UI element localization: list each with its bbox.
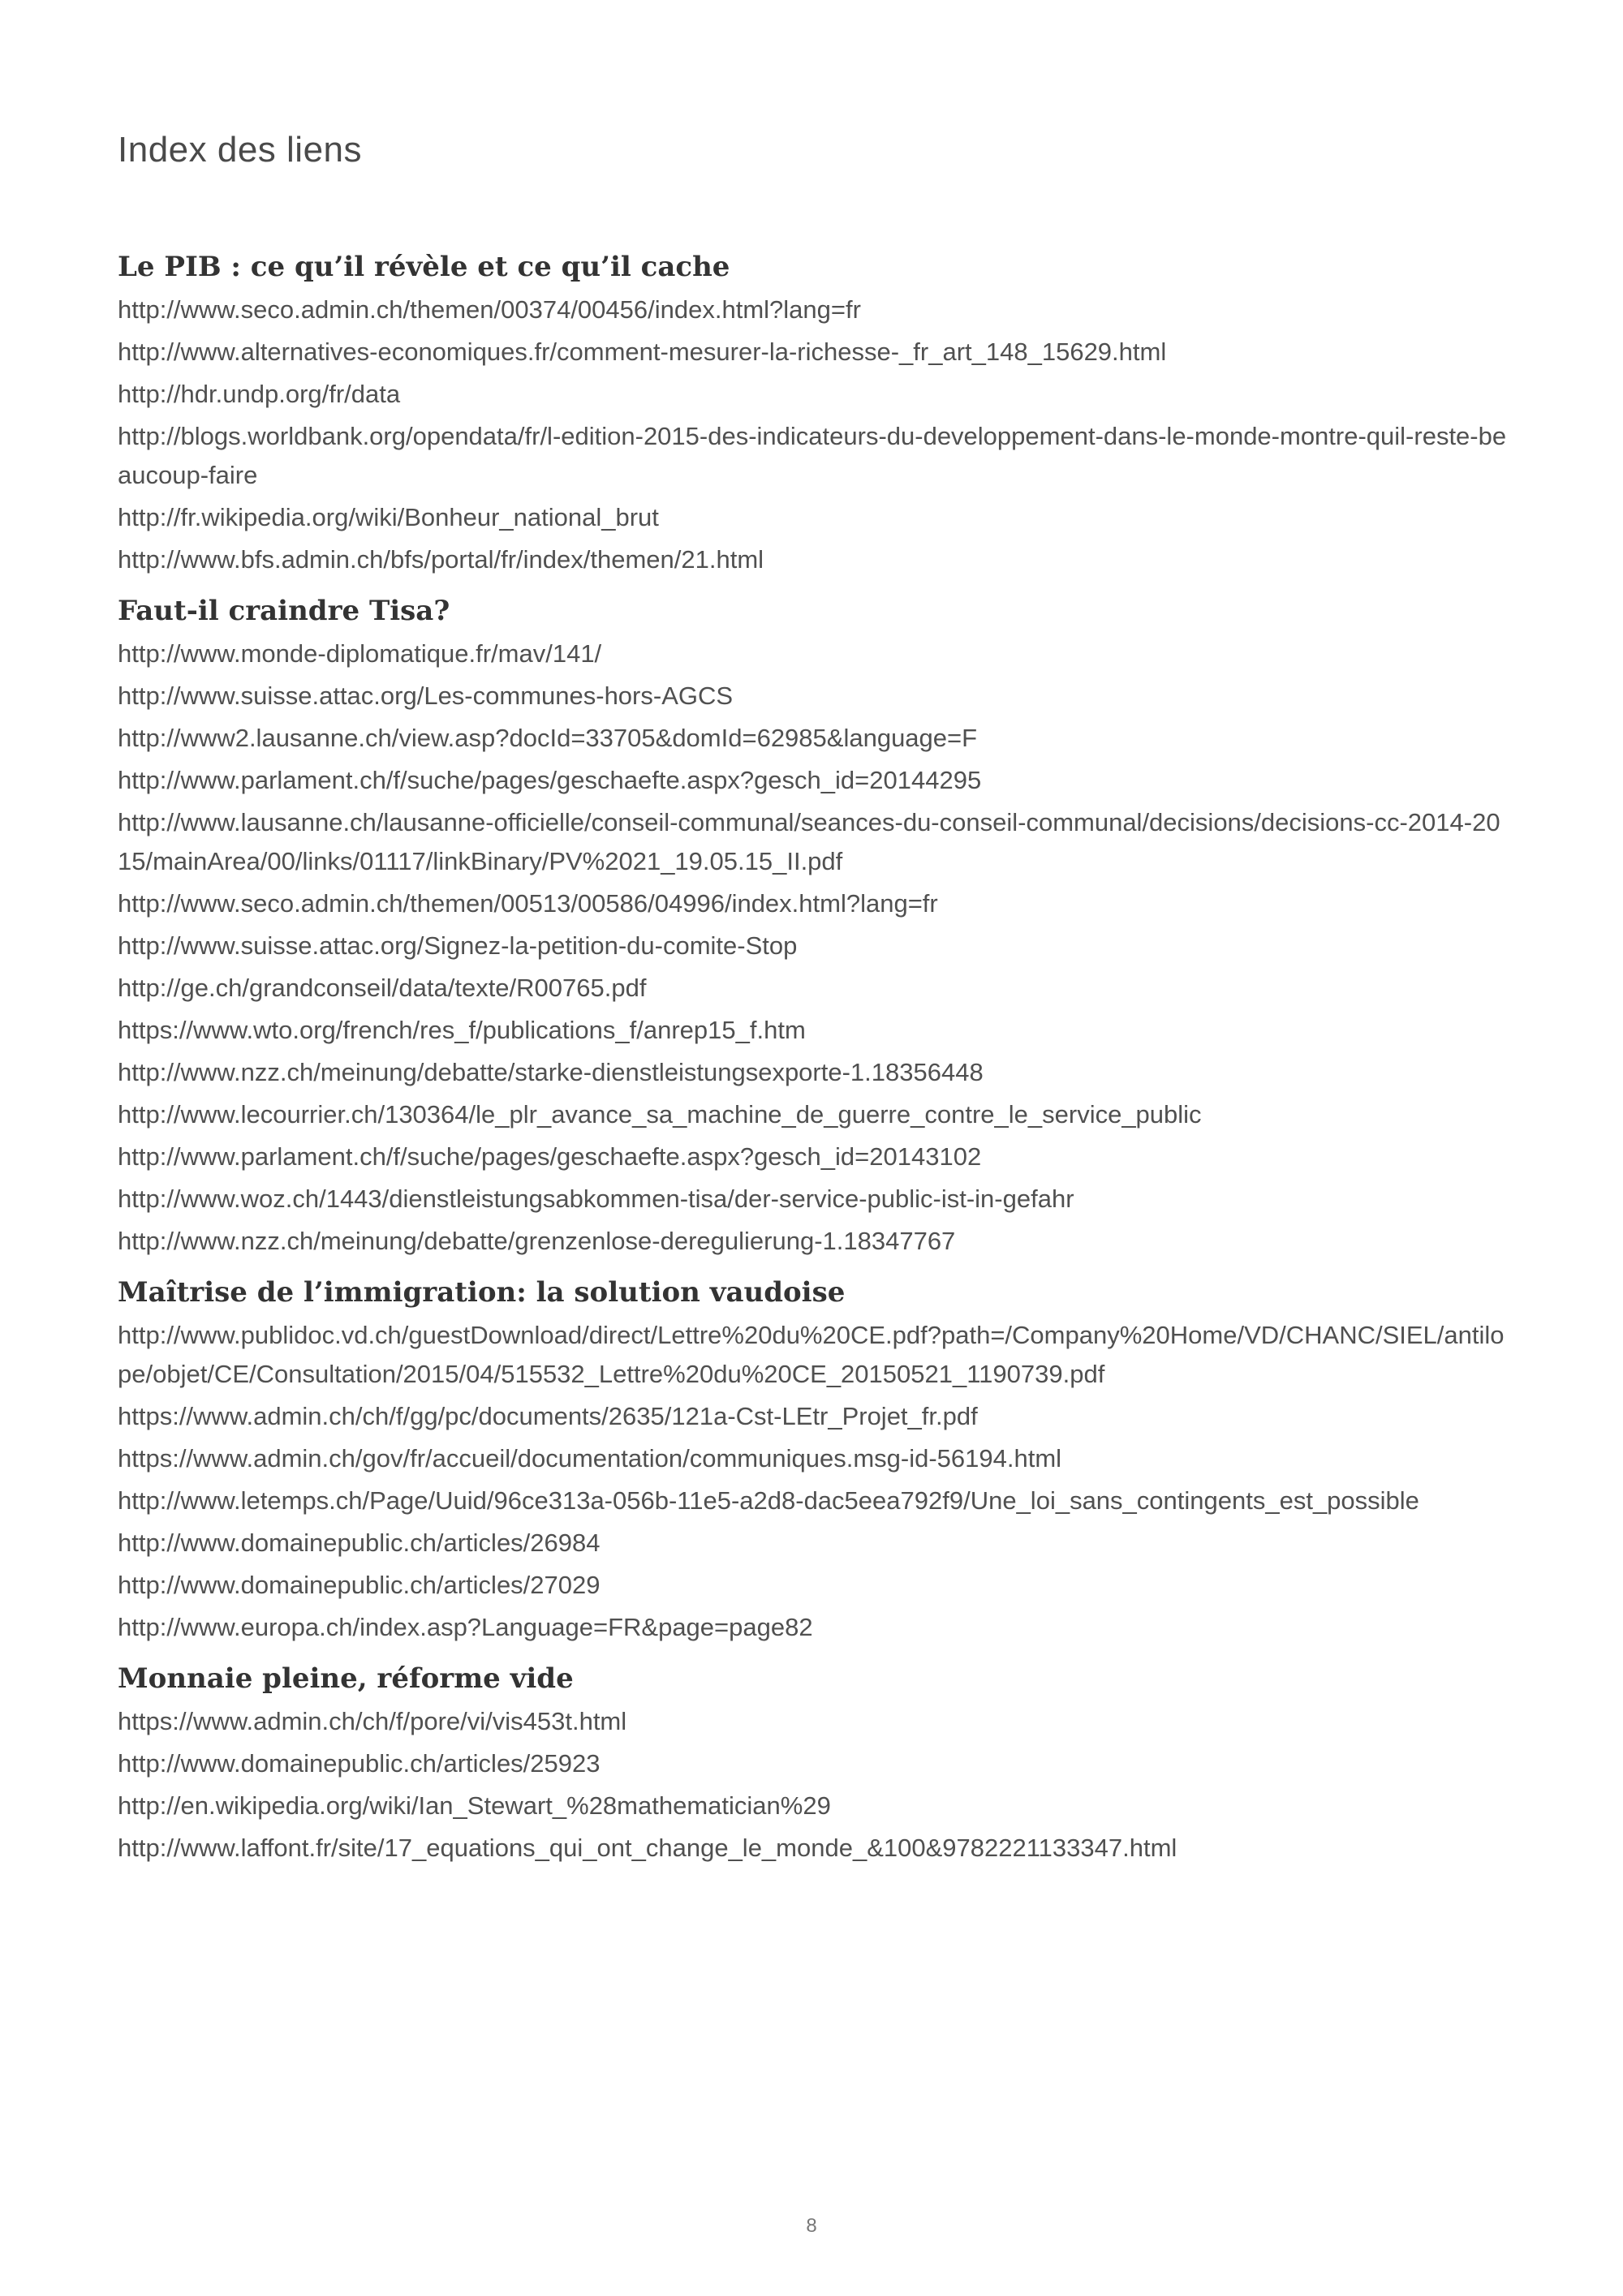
list-item: [118, 1439, 1513, 1478]
link-url[interactable]: http://www.suisse.attac.org/Signez-la-petition-du-comite-Stop: [118, 931, 798, 960]
page-title: Index des liens: [118, 130, 363, 170]
list-item: [118, 333, 1513, 372]
list-item: [118, 927, 1513, 965]
link-url[interactable]: http://www.seco.admin.ch/themen/00374/00456/index.html?lang=fr: [118, 295, 861, 324]
link-url[interactable]: http://www.monde-diplomatique.fr/mav/141/: [118, 639, 602, 668]
list-item: [118, 1524, 1513, 1563]
link-url[interactable]: http://www.laffont.fr/site/17_equations_qui_ont_change_le_monde_&100&9782221133347.html: [118, 1834, 1177, 1862]
list-item: [118, 498, 1513, 537]
section-heading: Faut-il craindre Tisa?: [118, 595, 450, 627]
link-list: [118, 1316, 1513, 1647]
link-url[interactable]: https://www.admin.ch/gov/fr/accueil/documentation/communiques.msg-id-56194.html: [118, 1444, 1062, 1473]
link-url[interactable]: http://www.parlament.ch/f/suche/pages/geschaefte.aspx?gesch_id=20143102: [118, 1142, 982, 1171]
link-url[interactable]: http://www.nzz.ch/meinung/debatte/starke-dienstleistungsexporte-1.18356448: [118, 1058, 984, 1086]
link-list: [118, 634, 1513, 1261]
list-item: [118, 1180, 1513, 1219]
list-item: [118, 375, 1513, 414]
link-url[interactable]: http://www.suisse.attac.org/Les-communes-hors-AGCS: [118, 681, 734, 710]
link-url[interactable]: http://www.seco.admin.ch/themen/00513/00586/04996/index.html?lang=fr: [118, 889, 938, 918]
list-item: [118, 1829, 1513, 1868]
list-item: [118, 677, 1513, 716]
link-url[interactable]: https://www.admin.ch/ch/f/gg/pc/documents/2635/121a-Cst-LEtr_Projet_fr.pdf: [118, 1402, 978, 1430]
link-url[interactable]: http://www.domainepublic.ch/articles/26984: [118, 1529, 601, 1557]
list-item: [118, 1786, 1513, 1825]
page-number: 8: [806, 2215, 817, 2237]
link-url[interactable]: http://fr.wikipedia.org/wiki/Bonheur_national_brut: [118, 503, 659, 531]
list-item: [118, 761, 1513, 800]
link-url[interactable]: http://www.bfs.admin.ch/bfs/portal/fr/index/themen/21.html: [118, 545, 764, 574]
link-list: [118, 1702, 1513, 1868]
link-url[interactable]: http://ge.ch/grandconseil/data/texte/R00765.pdf: [118, 974, 647, 1002]
link-url[interactable]: http://www.nzz.ch/meinung/debatte/grenzenlose-deregulierung-1.18347767: [118, 1227, 956, 1255]
link-url[interactable]: http://www.domainepublic.ch/articles/27029: [118, 1571, 601, 1599]
list-item: [118, 634, 1513, 673]
link-url[interactable]: http://www2.lausanne.ch/view.asp?docId=33705&domId=62985&language=F: [118, 724, 978, 752]
link-section: [118, 1655, 1513, 1868]
list-item: [118, 1316, 1513, 1394]
list-item: [118, 1053, 1513, 1092]
list-item: [118, 719, 1513, 758]
section-heading: Le PIB : ce qu’il révèle et ce qu’il cache: [118, 251, 730, 283]
link-url[interactable]: http://www.europa.ch/index.asp?Language=FR&page=page82: [118, 1613, 813, 1641]
list-item: [118, 1608, 1513, 1647]
link-index: [118, 243, 1513, 1871]
link-url[interactable]: http://blogs.worldbank.org/opendata/fr/l-edition-2015-des-indicateurs-du-developpement-dans-le-monde-montre-quil-reste-beaucoup-faire: [118, 422, 1507, 489]
link-url[interactable]: https://www.wto.org/french/res_f/publications_f/anrep15_f.htm: [118, 1016, 806, 1044]
list-item: [118, 1566, 1513, 1605]
list-item: [118, 1744, 1513, 1783]
list-item: [118, 1702, 1513, 1741]
list-item: [118, 1397, 1513, 1436]
list-item: [118, 1011, 1513, 1050]
list-item: [118, 1095, 1513, 1134]
link-url[interactable]: http://hdr.undp.org/fr/data: [118, 380, 401, 408]
list-item: [118, 1137, 1513, 1176]
link-url[interactable]: http://www.letemps.ch/Page/Uuid/96ce313a-056b-11e5-a2d8-dac5eea792f9/Une_loi_sans_contingents_est_possible: [118, 1486, 1419, 1515]
link-section: [118, 1269, 1513, 1647]
section-heading: Monnaie pleine, réforme vide: [118, 1662, 574, 1695]
link-url[interactable]: http://en.wikipedia.org/wiki/Ian_Stewart_%28mathematician%29: [118, 1791, 831, 1820]
link-url[interactable]: https://www.admin.ch/ch/f/pore/vi/vis453t.html: [118, 1707, 627, 1735]
list-item: [118, 540, 1513, 579]
list-item: [118, 803, 1513, 881]
link-url[interactable]: http://www.alternatives-economiques.fr/comment-mesurer-la-richesse-_fr_art_148_15629.html: [118, 338, 1167, 366]
list-item: [118, 969, 1513, 1008]
link-section: [118, 243, 1513, 579]
link-url[interactable]: http://www.woz.ch/1443/dienstleistungsabkommen-tisa/der-service-public-ist-in-gefahr: [118, 1185, 1074, 1213]
link-url[interactable]: http://www.publidoc.vd.ch/guestDownload/direct/Lettre%20du%20CE.pdf?path=/Company%20Home/VD/CHANC/SIEL/antilope/objet/CE/Consultation/2015/04/515532_Lettre%20du%20CE_20150521_1190739.pdf: [118, 1321, 1505, 1388]
list-item: [118, 290, 1513, 329]
link-url[interactable]: http://www.domainepublic.ch/articles/25923: [118, 1749, 601, 1778]
link-url[interactable]: http://www.lausanne.ch/lausanne-officielle/conseil-communal/seances-du-conseil-communal/decisions/decisions-cc-2014-2015/mainArea/00/links/01117/linkBinary/PV%2021_19.05.15_II.pdf: [118, 808, 1500, 875]
list-item: [118, 884, 1513, 923]
link-url[interactable]: http://www.parlament.ch/f/suche/pages/geschaefte.aspx?gesch_id=20144295: [118, 766, 982, 794]
list-item: [118, 1481, 1513, 1520]
link-url[interactable]: http://www.lecourrier.ch/130364/le_plr_avance_sa_machine_de_guerre_contre_le_service_public: [118, 1100, 1202, 1129]
section-heading: Maîtrise de l’immigration: la solution vaudoise: [118, 1276, 846, 1309]
link-section: [118, 587, 1513, 1261]
link-list: [118, 290, 1513, 579]
list-item: [118, 1222, 1513, 1261]
list-item: [118, 417, 1513, 495]
